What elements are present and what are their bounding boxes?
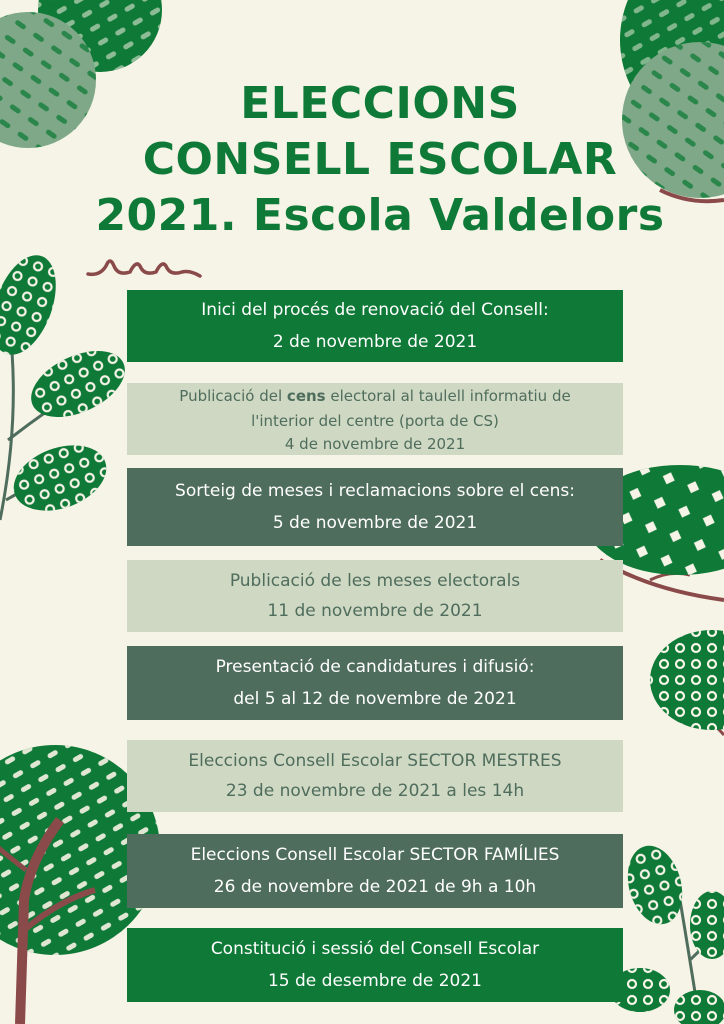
title-line-2: CONSELL ESCOLAR [142,134,618,185]
squiggle-ornament-icon [86,254,202,282]
event-location: l'interior del centre (porta de CS) [251,412,499,430]
right-lower-bush-icon [650,630,724,735]
event-title: Eleccions Consell Escolar SECTOR FAMÍLIES [190,845,560,865]
event-title: Inici del procés de renovació del Consell: [201,300,549,320]
event-box-council-constitution [127,928,623,1002]
title-line-3: 2021. Escola Valdelors [95,190,665,241]
event-box-draw-and-claims [127,468,623,546]
page-title [80,76,680,244]
left-leaf-branch-icon [0,247,135,523]
event-date: 5 de novembre de 2021 [272,513,478,533]
event-date: 23 de novembre de 2021 a les 14h [225,781,525,801]
event-date: 2 de novembre de 2021 [272,332,478,352]
event-title: Publicació de les meses electorals [229,571,521,591]
event-title: Constitució i sessió del Consell Escolar [210,939,540,959]
event-date: del 5 al 12 de novembre de 2021 [233,689,517,709]
event-date: 11 de novembre de 2021 [267,601,483,621]
event-title: Publicació del cens electoral al taulell informatiu de [179,387,571,405]
event-box-renovation-start [127,290,623,362]
title-line-1: ELECCIONS [240,78,520,129]
event-date: 26 de novembre de 2021 de 9h a 10h [213,877,537,897]
event-title: Presentació de candidatures i difusió: [215,657,535,677]
event-box-teachers-election [127,740,623,812]
event-box-candidatures [127,646,623,720]
event-title: Eleccions Consell Escolar SECTOR MESTRES [188,751,562,771]
event-box-tables-publication [127,560,623,632]
event-box-census-publication [127,383,623,455]
event-box-families-election [127,834,623,908]
event-date: 15 de desembre de 2021 [267,971,482,991]
event-title: Sorteig de meses i reclamacions sobre el cens: [175,481,575,501]
bottom-right-leaves-icon [610,840,724,1024]
event-date: 4 de novembre de 2021 [284,435,466,453]
